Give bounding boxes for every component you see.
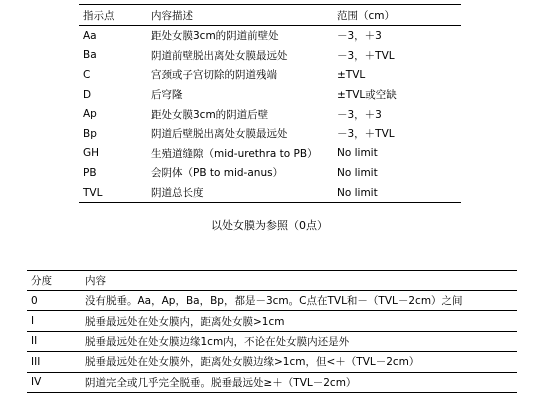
range-cell: No limit: [337, 166, 378, 179]
range-cell: －3，＋TVL: [337, 49, 395, 62]
grade-cell: 0: [27, 291, 81, 311]
point-cell: GH: [83, 147, 100, 160]
range-cell: －3，＋TVL: [337, 128, 395, 141]
table-row: [27, 372, 517, 392]
grade-cell: III: [27, 352, 81, 372]
column-header-content: 内容: [81, 271, 517, 291]
column-header-grade: 分度: [27, 271, 81, 291]
table-row: [79, 46, 461, 66]
range-cell: No limit: [337, 147, 378, 160]
content-cell: 脱垂最远处在处女膜外，距离处女膜边缘>1cm，但<＋（TVL－2cm）: [81, 352, 517, 372]
description-cell: 阴道总长度: [151, 187, 204, 200]
description-cell: 阴道前壁脱出离处女膜最远处: [151, 49, 288, 62]
table-row: [79, 85, 461, 105]
table-row: [27, 352, 517, 372]
table-header-row: [27, 271, 517, 291]
grade-cell: II: [27, 331, 81, 351]
range-cell: ±TVL或空缺: [337, 89, 397, 102]
description-cell: 阴道后壁脱出离处女膜最远处: [151, 128, 288, 141]
description-cell: 生殖道缝隙（mid-urethra to PB）: [151, 147, 318, 160]
reference-caption: 以处女膜为参照（0点）: [211, 219, 328, 232]
table-header-row: [79, 5, 461, 26]
range-cell: No limit: [337, 186, 378, 199]
point-cell: TVL: [83, 186, 103, 199]
description-cell: 距处女膜3cm的阴道前壁处: [151, 30, 279, 43]
point-cell: Bp: [83, 127, 97, 140]
grade-cell: IV: [31, 376, 42, 389]
table-row: [79, 144, 461, 164]
table-row: [79, 183, 461, 203]
table-row: [27, 331, 517, 351]
column-header-point: 指示点: [79, 5, 147, 26]
description-cell: 后穹隆: [151, 89, 183, 102]
table-row: [79, 26, 461, 46]
range-cell: ±TVL: [337, 68, 366, 81]
range-cell: －3，＋3: [337, 30, 382, 43]
content-cell: 没有脱垂。Aa，Ap，Ba，Bp，都是－3cm。C点在TVL和－（TVL－2cm）之间: [81, 291, 517, 311]
table-row: [79, 104, 461, 124]
staging-table: [27, 270, 517, 393]
description-cell: 宫颈或子宫切除的阴道残端: [151, 69, 277, 82]
content-cell: 脱垂最远处在处女膜内，距离处女膜>1cm: [81, 311, 517, 331]
column-header-description: 内容描述: [147, 5, 333, 26]
point-cell: D: [83, 88, 92, 101]
description-cell: 距处女膜3cm的阴道后壁: [151, 108, 269, 121]
measurement-points-table: [79, 4, 461, 203]
point-cell: Ba: [83, 49, 97, 62]
grade-cell: I: [27, 311, 81, 331]
table-row: [79, 65, 461, 85]
content-cell: 阴道完全或几乎完全脱垂。脱垂最远处≥＋（TVL－2cm）: [85, 376, 357, 389]
point-cell: Aa: [83, 29, 97, 42]
point-cell: PB: [83, 166, 97, 179]
table-row: [79, 163, 461, 183]
point-cell: C: [83, 68, 91, 81]
table-row: [27, 311, 517, 331]
table-row: [79, 124, 461, 144]
content-cell: 脱垂最远处在处女膜边缘1cm内，不论在处女膜内还是外: [81, 331, 517, 351]
point-cell: Ap: [83, 108, 97, 121]
table-row: [27, 291, 517, 311]
range-cell: －3，＋3: [337, 108, 382, 121]
description-cell: 会阴体（PB to mid-anus）: [151, 167, 284, 180]
column-header-range: 范围（cm）: [333, 5, 461, 26]
